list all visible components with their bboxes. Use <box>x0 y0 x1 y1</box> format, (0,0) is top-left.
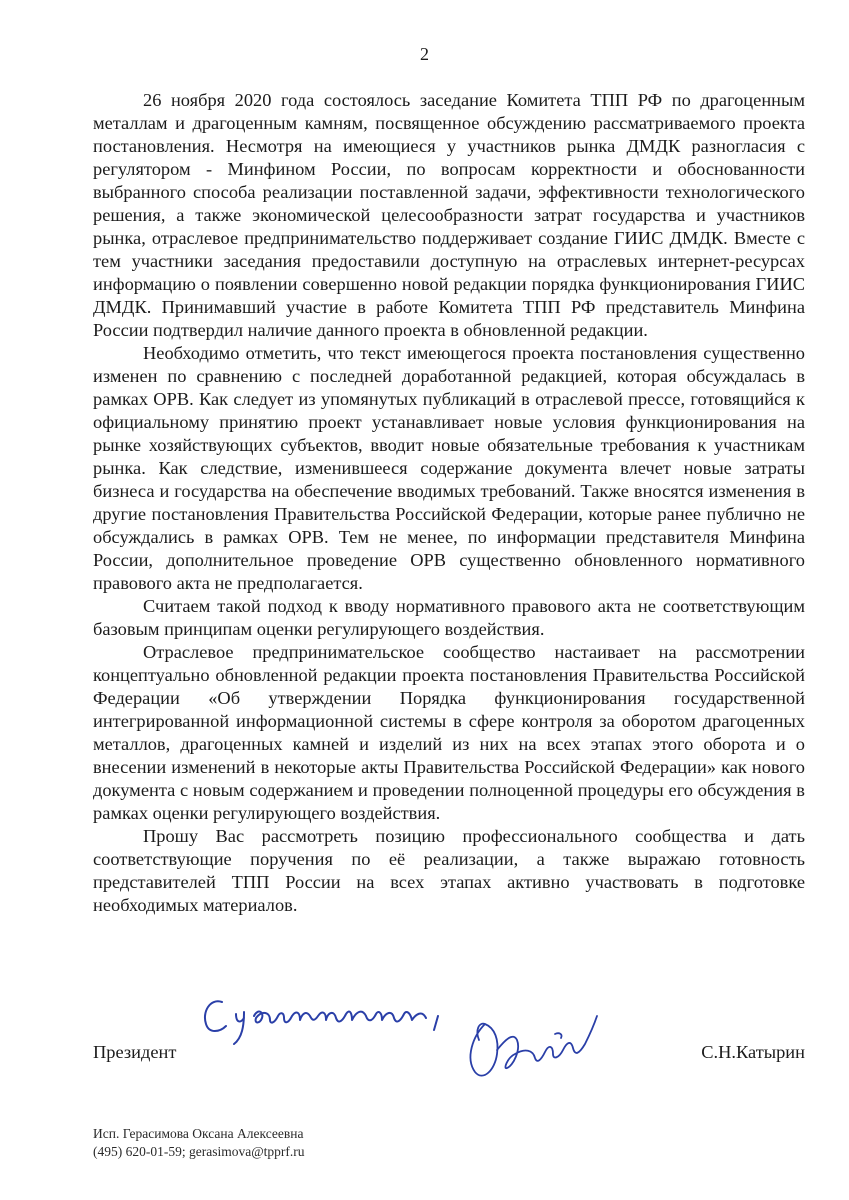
handwritten-closing <box>200 990 460 1050</box>
paragraph-meeting: 26 ноября 2020 года состоялось заседание Комитета ТПП РФ по драгоценным металлам и драгоценным камням, посвященное обсуждению рассматриваемого проекта постановления. Несмотря на имеющиеся у участников рынка ДМДК разногласия с регулятором - Минфином России, по вопросам корректности и обоснованности выбранного способа реализации поставленной задачи, эффективности технологического решения, а также экономической целесообразности затрат государства и участников рынка, отраслевое предпринимательство поддерживает создание ГИИС ДМДК. Вместе с тем участники заседания предоставили доступную на отраслевых интернет-ресурсах информацию о появлении совершенно новой редакции порядка функционирования ГИИС ДМДК. Принимавший участие в работе Комитета ТПП РФ представитель Минфина России подтвердил наличие данного проекта в обновленной редакции. <box>93 90 805 340</box>
executor-info <box>93 1125 305 1161</box>
signatory-title: Президент <box>93 1042 177 1062</box>
paragraph-approach: Считаем такой подход к вводу нормативного правового акта не соответствующим базовым принципам оценки регулирующего воздействия. <box>93 596 805 639</box>
signatory-name: С.Н.Катырин <box>701 1042 805 1062</box>
letter-body <box>93 89 805 917</box>
signature-block <box>93 1042 805 1068</box>
page-number: 2 <box>420 44 429 64</box>
executor-name: Исп. Герасимова Оксана Алексеевна <box>93 1126 304 1141</box>
paragraph-request: Прошу Вас рассмотреть позицию профессионального сообщества и дать соответствующие поручения по её реализации, а также выражаю готовность представителей ТПП России на всех этапах активно участвовать в подготовке необходимых материалов. <box>93 826 805 915</box>
paragraph-request-review: Отраслевое предпринимательское сообщество настаивает на рассмотрении концептуально обновленной редакции проекта постановления Правительства Российской Федерации «Об утверждении Порядка функционирования государственной интегрированной информационной системы в сфере контроля за оборотом драгоценных металлов, драгоценных камней и изделий из них на всех этапах этого оборота и о внесении изменений в некоторые акты Правительства Российской Федерации» как нового документа с новым содержанием и проведении полноценной процедуры его обсуждения в рамках оценки регулирующего воздействия. <box>93 642 805 823</box>
executor-contacts: (495) 620-01-59; gerasimova@tpprf.ru <box>93 1144 305 1159</box>
paragraph-changes: Необходимо отметить, что текст имеющегося проекта постановления существенно изменен по сравнению с последней доработанной редакцией, которая обсуждалась в рамках ОРВ. Как следует из упомянутых публикаций в отраслевой прессе, готовящийся к официальному принятию проект устанавливает новые условия функционирования на рынке хозяйствующих субъектов, вводит новые обязательные требования к участникам рынка. Как следствие, изменившееся содержание документа влечет новые затраты бизнеса и государства на обеспечение вводимых требований. Также вносятся изменения в другие постановления Правительства Российской Федерации, которые ранее публично не обсуждались в рамках ОРВ. Тем не менее, по информации представителя Минфина России, дополнительное проведение ОРВ существенно обновленного нормативного правового акта не предполагается. <box>93 343 805 593</box>
